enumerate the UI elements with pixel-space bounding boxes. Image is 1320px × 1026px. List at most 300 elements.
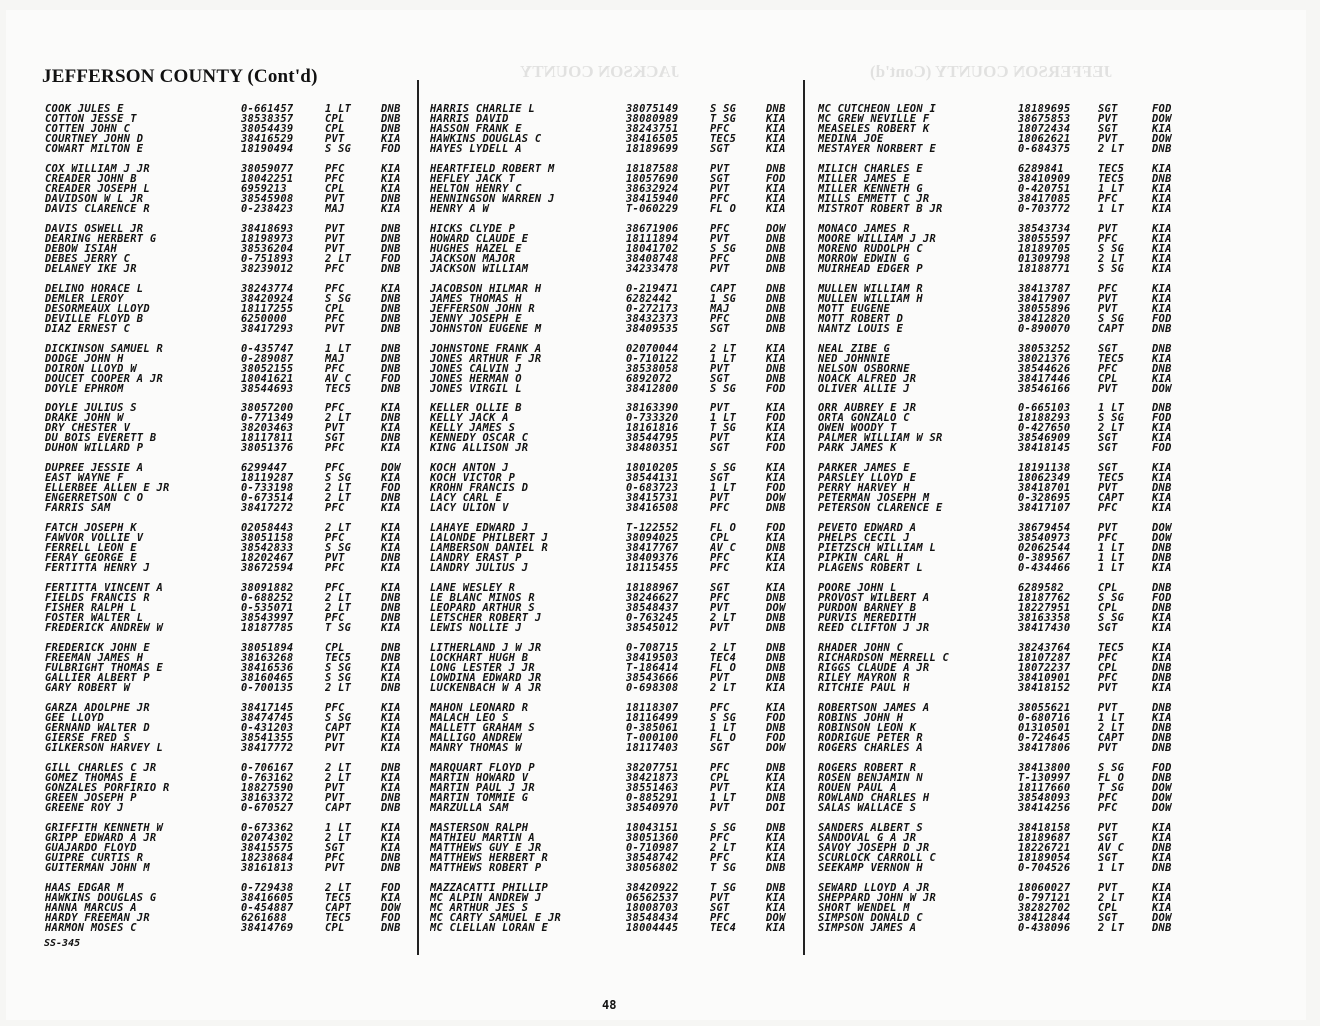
name-cell: ROGERS ROBERT R xyxy=(818,762,917,773)
name-cell: JACOBSON HILMAR H xyxy=(430,283,542,294)
name-cell: MAHON LEONARD R xyxy=(430,702,529,713)
roster-group xyxy=(430,164,800,214)
status-cell: DNB xyxy=(1152,842,1172,853)
status-cell: DOI xyxy=(766,802,786,813)
grade-cell: S SG xyxy=(710,104,737,114)
serial-cell: 38540973 xyxy=(1018,533,1071,544)
grade-cell: PFC xyxy=(325,263,345,274)
name-cell: HAYES LYDELL A xyxy=(430,144,522,154)
serial-cell: 18118307 xyxy=(626,702,679,713)
roster-row xyxy=(818,553,1178,563)
name-cell: SIMPSON DONALD C xyxy=(818,912,923,923)
grade-cell: CPL xyxy=(710,533,730,544)
serial-cell: 18072237 xyxy=(1018,663,1071,674)
serial-cell: 38051894 xyxy=(241,643,294,654)
grade-cell: 1 LT xyxy=(710,792,737,803)
name-cell: MILLS EMMETT C JR xyxy=(818,193,930,204)
status-cell: KIA xyxy=(766,124,786,134)
name-cell: LETSCHER ROBERT J xyxy=(430,613,542,624)
roster-row xyxy=(45,653,415,663)
status-cell: KIA xyxy=(766,922,786,933)
roster-row xyxy=(430,144,800,154)
grade-cell: T SG xyxy=(710,862,737,873)
name-cell: PETERSON CLARENCE E xyxy=(818,503,943,514)
roster-row xyxy=(818,833,1178,843)
grade-cell: T SG xyxy=(1098,782,1125,793)
status-cell: FOD xyxy=(766,443,786,454)
roster-row xyxy=(818,603,1178,613)
name-cell: GARZA ADOLPHE JR xyxy=(45,702,150,713)
status-cell: KIA xyxy=(766,423,786,434)
status-cell: KIA xyxy=(381,543,401,554)
serial-cell: 38059077 xyxy=(241,163,294,174)
roster-row xyxy=(818,314,1178,324)
roster-row xyxy=(430,493,800,503)
grade-cell: PFC xyxy=(325,363,345,374)
serial-cell: 38543997 xyxy=(241,613,294,624)
grade-cell: PFC xyxy=(325,313,345,324)
status-cell: DNB xyxy=(766,283,786,294)
status-cell: KIA xyxy=(1152,902,1172,913)
name-cell: HANNA MARCUS A xyxy=(45,902,137,913)
serial-cell: 6282442 xyxy=(626,293,672,304)
roster-row xyxy=(818,364,1178,374)
serial-cell: 18827590 xyxy=(241,782,294,793)
name-cell: DEMLER LEROY xyxy=(45,293,124,304)
status-cell: DNB xyxy=(766,722,786,733)
grade-cell: 1 LT xyxy=(1098,862,1125,873)
roster-row xyxy=(818,783,1178,793)
roster-row xyxy=(818,643,1178,653)
grade-cell: PFC xyxy=(325,443,345,454)
roster-row xyxy=(818,683,1178,693)
status-cell: DNB xyxy=(1152,323,1172,334)
grade-cell: 2 LT xyxy=(1098,722,1125,733)
grade-cell: CPL xyxy=(1098,663,1118,674)
grade-cell: 1 LT xyxy=(325,104,352,114)
name-cell: DELINO HORACE L xyxy=(45,283,144,294)
status-cell: DNB xyxy=(766,104,786,114)
status-cell: KIA xyxy=(1152,124,1172,134)
grade-cell: CAPT xyxy=(1098,493,1125,504)
roster-row xyxy=(818,294,1178,304)
status-cell: DOW xyxy=(1152,523,1172,534)
grade-cell: TEC5 xyxy=(1098,353,1125,364)
name-cell: NOACK ALFRED JR xyxy=(818,373,917,384)
name-cell: COTTEN JOHN C xyxy=(45,124,131,134)
status-cell: DNB xyxy=(1152,543,1172,554)
grade-cell: PFC xyxy=(710,193,730,204)
serial-cell: 38409535 xyxy=(626,323,679,334)
roster-row xyxy=(430,473,800,483)
grade-cell: T SG xyxy=(710,882,737,893)
serial-cell: 38094025 xyxy=(626,533,679,544)
status-cell: FOD xyxy=(766,712,786,723)
grade-cell: PVT xyxy=(1098,303,1118,314)
status-cell: KIA xyxy=(381,134,401,144)
roster-row xyxy=(818,723,1178,733)
status-cell: KIA xyxy=(381,473,401,484)
status-cell: KIA xyxy=(381,702,401,713)
status-cell: KIA xyxy=(766,902,786,913)
serial-cell: 38480351 xyxy=(626,443,679,454)
serial-cell: 38163390 xyxy=(626,403,679,414)
roster-row xyxy=(45,324,415,334)
name-cell: OLIVER ALLIE J xyxy=(818,383,910,394)
grade-cell: 2 LT xyxy=(710,643,737,654)
name-cell: DOUCET COOPER A JR xyxy=(45,373,164,384)
name-cell: HAAS EDGAR M xyxy=(45,882,124,893)
name-cell: ENGERRETSON C O xyxy=(45,493,144,504)
roster-row xyxy=(818,194,1178,204)
name-cell: MULLEN WILLIAM R xyxy=(818,283,923,294)
grade-cell: 1 LT xyxy=(1098,553,1125,564)
roster-row xyxy=(45,703,415,713)
serial-cell: 38413787 xyxy=(1018,283,1071,294)
serial-cell: 38055597 xyxy=(1018,233,1071,244)
name-cell: SEWARD LLOYD A JR xyxy=(818,882,930,893)
status-cell: DNB xyxy=(766,253,786,264)
serial-cell: 0-420751 xyxy=(1018,183,1071,194)
grade-cell: SGT xyxy=(710,443,730,454)
grade-cell: TEC5 xyxy=(710,134,737,144)
column-divider xyxy=(803,80,805,955)
roster-row xyxy=(818,234,1178,244)
serial-cell: 18062349 xyxy=(1018,473,1071,484)
serial-cell: 38538357 xyxy=(241,114,294,124)
name-cell: GREEN JOSEPH P xyxy=(45,792,137,803)
status-cell: DNB xyxy=(1152,583,1172,594)
grade-cell: CPL xyxy=(325,643,345,654)
serial-cell: 38421873 xyxy=(626,772,679,783)
form-number: SS-345 xyxy=(44,938,81,949)
name-cell: NELSON OSBORNE xyxy=(818,363,910,374)
roster-row xyxy=(818,793,1178,803)
name-cell: HARRIS DAVID xyxy=(430,114,509,124)
serial-cell: 38541355 xyxy=(241,732,294,743)
serial-cell: 18057690 xyxy=(626,173,679,184)
serial-cell: 18115455 xyxy=(626,563,679,574)
serial-cell: 18187762 xyxy=(1018,593,1071,604)
serial-cell: 01309798 xyxy=(1018,253,1071,264)
name-cell: MEASELES ROBERT K xyxy=(818,124,930,134)
status-cell: DOW xyxy=(381,902,401,913)
status-cell: FOD xyxy=(381,144,401,154)
status-cell: DNB xyxy=(766,323,786,334)
roster-row xyxy=(45,563,415,573)
roster-row xyxy=(430,364,800,374)
grade-cell: PVT xyxy=(325,792,345,803)
status-cell: DNB xyxy=(1152,673,1172,684)
column-divider xyxy=(417,80,419,955)
grade-cell: PVT xyxy=(710,233,730,244)
grade-cell: PVT xyxy=(710,493,730,504)
serial-cell: T-060229 xyxy=(626,203,679,214)
name-cell: HEARTFIELD ROBERT M xyxy=(430,163,555,174)
serial-cell: 0-670527 xyxy=(241,802,294,813)
roster-row xyxy=(45,613,415,623)
grade-cell: PFC xyxy=(325,613,345,624)
grade-cell: CPL xyxy=(325,922,345,933)
serial-cell: 18116499 xyxy=(626,712,679,723)
serial-cell: 38282702 xyxy=(1018,902,1071,913)
grade-cell: T SG xyxy=(325,623,352,634)
name-cell: DOYLE JULIUS S xyxy=(45,403,137,414)
grade-cell: PVT xyxy=(1098,702,1118,713)
serial-cell: 18107287 xyxy=(1018,653,1071,664)
serial-cell: 18119287 xyxy=(241,473,294,484)
roster-row xyxy=(818,304,1178,314)
roster-row xyxy=(818,703,1178,713)
status-cell: DNB xyxy=(766,653,786,664)
grade-cell: CPL xyxy=(325,124,345,134)
roster-row xyxy=(818,613,1178,623)
serial-cell: 6299447 xyxy=(241,463,287,474)
roster-row xyxy=(818,883,1178,893)
serial-cell: 38415940 xyxy=(626,193,679,204)
serial-cell: 38412800 xyxy=(626,383,679,394)
roster-row xyxy=(430,833,800,843)
status-cell: FOD xyxy=(381,882,401,893)
bleed-through-heading: JACKSON COUNTY xyxy=(520,62,680,81)
status-cell: KIA xyxy=(1152,643,1172,654)
serial-cell: 34233478 xyxy=(626,263,679,274)
grade-cell: AV C xyxy=(710,543,737,554)
name-cell: JEFFERSON JOHN R xyxy=(430,303,535,314)
roster-row xyxy=(818,563,1178,573)
grade-cell: PVT xyxy=(710,363,730,374)
grade-cell: SGT xyxy=(710,583,730,594)
name-cell: JOHNSTON EUGENE M xyxy=(430,323,542,334)
name-cell: DRY CHESTER V xyxy=(45,423,131,434)
roster-row xyxy=(45,194,415,204)
status-cell: DNB xyxy=(1152,173,1172,184)
serial-cell: T-186414 xyxy=(626,663,679,674)
roster-row xyxy=(818,923,1178,933)
serial-cell: 38417806 xyxy=(1018,742,1071,753)
name-cell: FOSTER WALTER L xyxy=(45,613,144,624)
roster-row xyxy=(430,673,800,683)
roster-row xyxy=(45,923,415,933)
status-cell: KIA xyxy=(1152,503,1172,514)
serial-cell: 18189705 xyxy=(1018,243,1071,254)
serial-cell: 0-885291 xyxy=(626,792,679,803)
serial-cell: 38414769 xyxy=(241,922,294,933)
grade-cell: PFC xyxy=(710,223,730,234)
status-cell: KIA xyxy=(1152,183,1172,194)
status-cell: DNB xyxy=(766,313,786,324)
serial-cell: 18188967 xyxy=(626,583,679,594)
name-cell: LOCKHART HUGH B xyxy=(430,653,529,664)
name-cell: COX WILLIAM J JR xyxy=(45,163,150,174)
name-cell: LONG LESTER J JR xyxy=(430,663,535,674)
name-cell: MUIRHEAD EDGER P xyxy=(818,263,923,274)
roster-row xyxy=(45,673,415,683)
name-cell: JENNY JOSEPH E xyxy=(430,313,522,324)
grade-cell: 1 LT xyxy=(710,722,737,733)
grade-cell: PVT xyxy=(325,553,345,564)
grade-cell: S SG xyxy=(710,712,737,723)
roster-row xyxy=(45,184,415,194)
serial-cell: 0-700135 xyxy=(241,683,294,694)
roster-row xyxy=(430,563,800,573)
roster-row xyxy=(818,533,1178,543)
grade-cell: T SG xyxy=(710,423,737,434)
serial-cell: 0-733320 xyxy=(626,413,679,424)
name-cell: REED CLIFTON J JR xyxy=(818,623,930,634)
name-cell: DODGE JOHN H xyxy=(45,353,124,364)
roster-row xyxy=(45,583,415,593)
serial-cell: 6250000 xyxy=(241,313,287,324)
roster-row xyxy=(430,124,800,134)
status-cell: KIA xyxy=(766,473,786,484)
status-cell: DNB xyxy=(1152,363,1172,374)
roster-row xyxy=(45,144,415,154)
grade-cell: SGT xyxy=(710,473,730,484)
roster-row xyxy=(45,493,415,503)
serial-cell: 38243764 xyxy=(1018,643,1071,654)
serial-cell: 0-673362 xyxy=(241,822,294,833)
serial-cell: 18189687 xyxy=(1018,832,1071,843)
grade-cell: PVT xyxy=(325,193,345,204)
name-cell: MISTROT ROBERT B JR xyxy=(818,203,943,214)
roster-group xyxy=(45,523,415,573)
roster-row xyxy=(45,344,415,354)
roster-row xyxy=(430,344,800,354)
name-cell: GUAJARDO FLOYD xyxy=(45,842,137,853)
status-cell: DNB xyxy=(381,363,401,374)
status-cell: KIA xyxy=(1152,852,1172,863)
status-cell: DNB xyxy=(381,383,401,394)
roster-row xyxy=(430,423,800,433)
status-cell: DOW xyxy=(1152,782,1172,793)
name-cell: LITHERLAND J W JR xyxy=(430,643,542,654)
roster-row xyxy=(818,174,1178,184)
name-cell: DAVIDSON W L JR xyxy=(45,193,144,204)
status-cell: DNB xyxy=(381,603,401,614)
serial-cell: 38417907 xyxy=(1018,293,1071,304)
roster-row xyxy=(818,863,1178,873)
grade-cell: PFC xyxy=(710,553,730,564)
serial-cell: 38021376 xyxy=(1018,353,1071,364)
serial-cell: 18189695 xyxy=(1018,104,1071,114)
roster-row xyxy=(430,314,800,324)
serial-cell: 38544626 xyxy=(1018,363,1071,374)
roster-row xyxy=(430,603,800,613)
roster-group xyxy=(430,463,800,513)
name-cell: KENNEDY OSCAR C xyxy=(430,433,529,444)
roster-group xyxy=(430,224,800,274)
name-cell: MATTHEWS ROBERT P xyxy=(430,862,542,873)
roster-row xyxy=(45,204,415,214)
serial-cell: 18042251 xyxy=(241,173,294,184)
grade-cell: PFC xyxy=(1098,363,1118,374)
roster-group xyxy=(430,284,800,334)
roster-row xyxy=(45,883,415,893)
roster-row xyxy=(430,743,800,753)
name-cell: JONES CALVIN J xyxy=(430,363,522,374)
grade-cell: 2 LT xyxy=(325,493,352,504)
status-cell: KIA xyxy=(381,712,401,723)
roster-row xyxy=(430,733,800,743)
roster-row xyxy=(45,783,415,793)
grade-cell: 2 LT xyxy=(710,842,737,853)
grade-cell: CAPT xyxy=(710,283,737,294)
name-cell: GONZALES PORFIRIO R xyxy=(45,782,170,793)
grade-cell: PVT xyxy=(710,892,730,903)
serial-cell: 18187785 xyxy=(241,623,294,634)
roster-row xyxy=(45,603,415,613)
name-cell: SHORT WENDEL M xyxy=(818,902,910,913)
status-cell: DNB xyxy=(381,792,401,803)
name-cell: GRIPP EDWARD A JR xyxy=(45,832,157,843)
status-cell: DNB xyxy=(1152,862,1172,873)
name-cell: LAMBERSON DANIEL R xyxy=(430,543,549,554)
name-cell: DELANEY IKE JR xyxy=(45,263,137,274)
grade-cell: S SG xyxy=(1098,263,1125,274)
grade-cell: PFC xyxy=(325,702,345,713)
roster-row xyxy=(430,763,800,773)
serial-cell: 38091882 xyxy=(241,583,294,594)
name-cell: SAVOY JOSEPH D JR xyxy=(818,842,930,853)
roster-group xyxy=(430,763,800,813)
roster-row xyxy=(818,503,1178,513)
serial-cell: 18227951 xyxy=(1018,603,1071,614)
status-cell: DNB xyxy=(381,343,401,354)
roster-row xyxy=(45,733,415,743)
serial-cell: 38540970 xyxy=(626,802,679,813)
roster-row xyxy=(430,683,800,693)
name-cell: FERTITTA HENRY J xyxy=(45,563,150,574)
grade-cell: PFC xyxy=(710,912,730,923)
roster-row xyxy=(45,224,415,234)
grade-cell: PFC xyxy=(710,124,730,134)
serial-cell: 0-673514 xyxy=(241,493,294,504)
name-cell: DEARING HERBERT G xyxy=(45,233,157,244)
name-cell: FREDERICK JOHN E xyxy=(45,643,150,654)
serial-cell: 38679454 xyxy=(1018,523,1071,534)
name-cell: DIAZ ERNEST C xyxy=(45,323,131,334)
grade-cell: 2 LT xyxy=(1098,892,1125,903)
serial-cell: 6892072 xyxy=(626,373,672,384)
roster-row xyxy=(45,384,415,394)
roster-row xyxy=(818,413,1178,423)
grade-cell: TEC5 xyxy=(325,653,352,664)
grade-cell: PFC xyxy=(1098,653,1118,664)
grade-cell: PVT xyxy=(325,323,345,334)
name-cell: RHADER JOHN C xyxy=(818,643,904,654)
name-cell: SEEKAMP VERNON H xyxy=(818,862,923,873)
grade-cell: CPL xyxy=(1098,603,1118,614)
serial-cell: 38051376 xyxy=(241,443,294,454)
name-cell: GERNAND WALTER D xyxy=(45,722,150,733)
grade-cell: MAJ xyxy=(325,353,345,364)
serial-cell: 38420922 xyxy=(626,882,679,893)
serial-cell: 18117255 xyxy=(241,303,294,314)
name-cell: MC CUTCHEON LEON I xyxy=(818,104,937,114)
grade-cell: FL O xyxy=(710,203,737,214)
serial-cell: 18117403 xyxy=(626,742,679,753)
status-cell: DNB xyxy=(381,114,401,124)
grade-cell: PFC xyxy=(325,173,345,184)
roster-group xyxy=(45,463,415,513)
name-cell: GREENE ROY J xyxy=(45,802,124,813)
serial-cell: 6289841 xyxy=(1018,163,1064,174)
grade-cell: 1 LT xyxy=(1098,543,1125,554)
serial-cell: T-130997 xyxy=(1018,772,1071,783)
serial-cell: 38418693 xyxy=(241,223,294,234)
roster-row xyxy=(45,593,415,603)
